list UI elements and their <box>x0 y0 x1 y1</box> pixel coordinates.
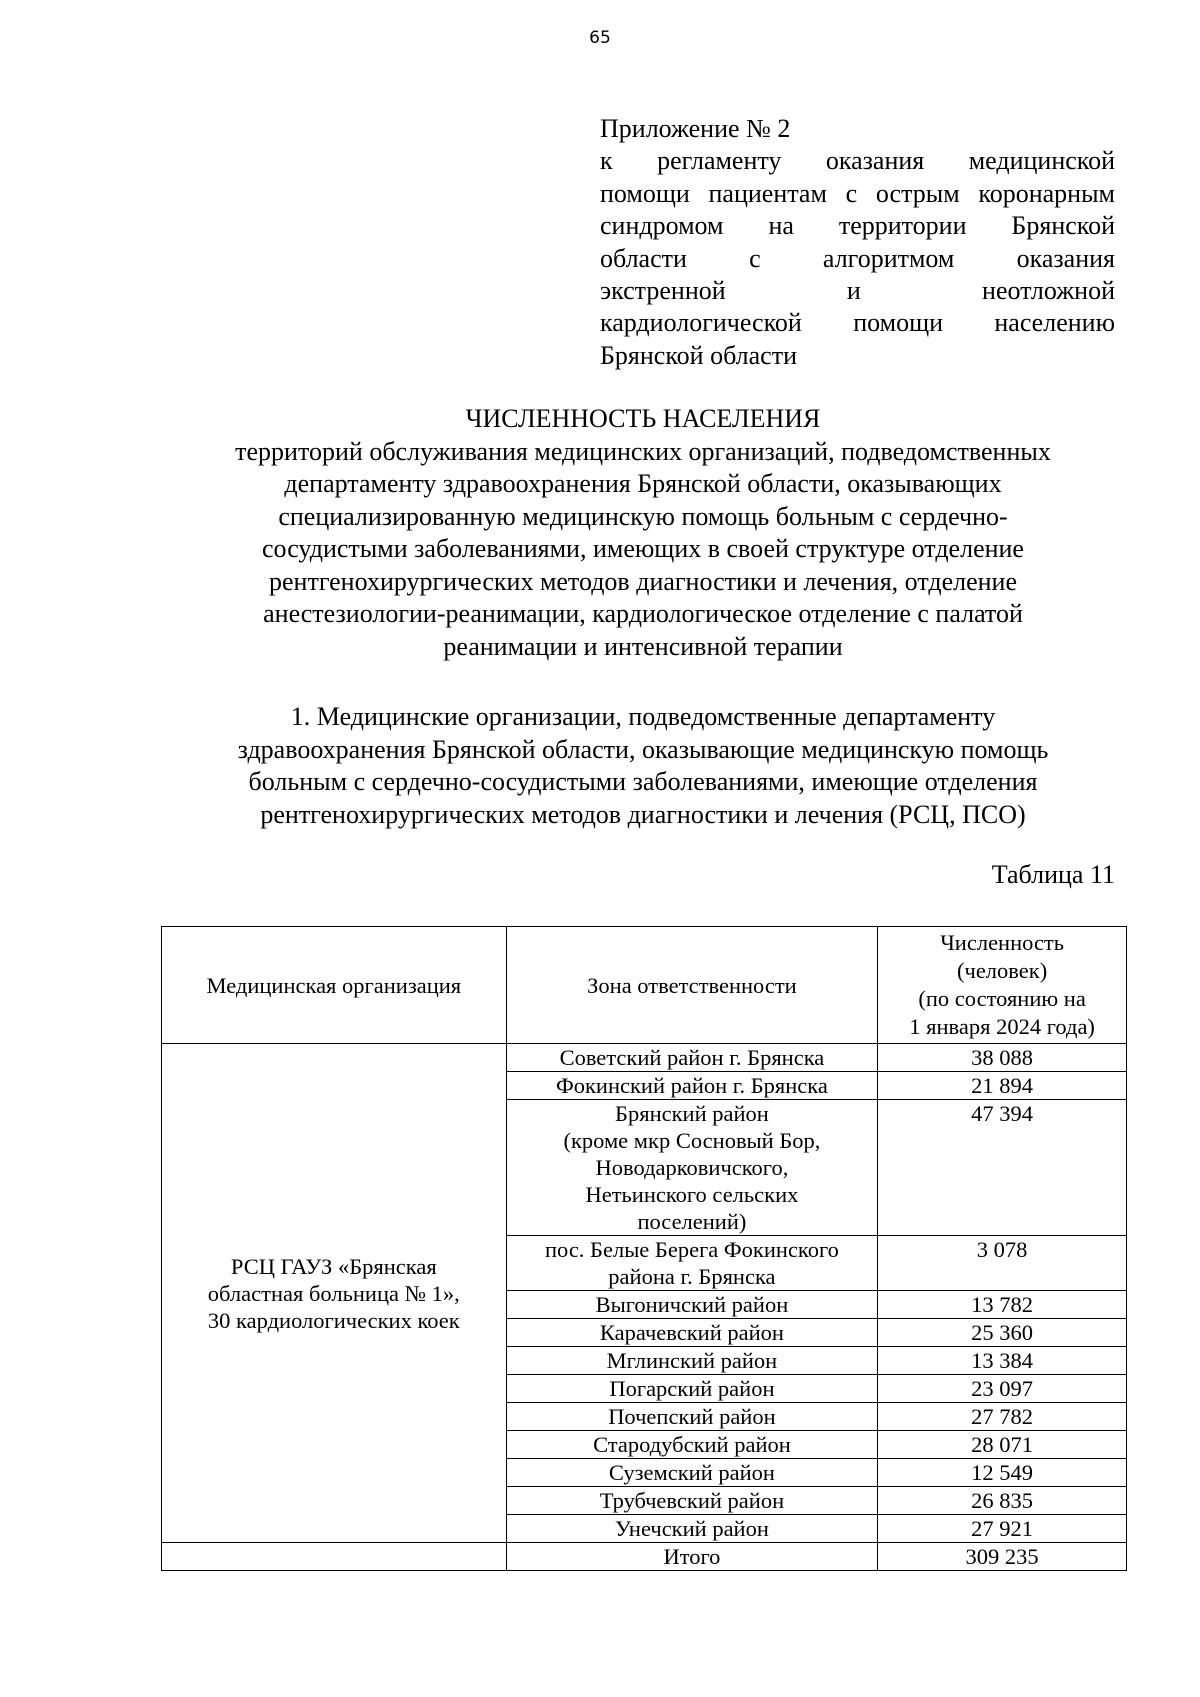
count-cell: 28 071 <box>878 1431 1127 1459</box>
zone-line: (кроме мкр Сосновый Бор, <box>563 1128 821 1153</box>
appendix-line: экстренной и неотложной <box>600 276 1115 306</box>
zone-cell: Трубчевский район <box>506 1487 878 1515</box>
organization-line: областная больница № 1», <box>207 1280 460 1306</box>
header-zone: Зона ответственности <box>506 927 878 1044</box>
count-cell: 38 088 <box>878 1044 1127 1072</box>
zone-cell: Почепский район <box>506 1403 878 1431</box>
count-cell: 13 782 <box>878 1291 1127 1319</box>
zone-cell: Выгоничский район <box>506 1291 878 1319</box>
zone-cell <box>506 1100 878 1236</box>
count-cell: 26 835 <box>878 1487 1127 1515</box>
appendix-line: кардиологической помощи населению <box>600 308 1115 338</box>
organization-cell <box>162 1044 507 1543</box>
zone-line: района г. Брянска <box>608 1264 776 1289</box>
table-caption: Таблица 11 <box>991 860 1115 889</box>
count-cell: 3 078 <box>878 1236 1127 1291</box>
title-line: рентгенохирургических методов диагностики и лечения, отделение <box>269 566 1017 596</box>
organization-line: 30 кардиологических коек <box>207 1307 460 1333</box>
zone-cell: Советский район г. Брянска <box>506 1044 878 1072</box>
appendix-line: помощи пациентам с острым коронарным <box>600 178 1115 208</box>
count-cell: 23 097 <box>878 1375 1127 1403</box>
count-cell: 27 921 <box>878 1515 1127 1543</box>
zone-line: Новодарковичского, <box>595 1155 789 1180</box>
section-line: рентгенохирургических методов диагностики и лечения (РСЦ, ПСО) <box>260 799 1026 829</box>
title-main: ЧИСЛЕННОСТЬ НАСЕЛЕНИЯ <box>465 404 821 433</box>
appendix-line: к регламенту оказания медицинской <box>600 146 1115 176</box>
appendix-line: Брянской области <box>600 340 797 370</box>
zone-line: Брянский район <box>615 1101 769 1126</box>
appendix-line: синдромом на территории Брянской <box>600 211 1115 241</box>
table-total-row <box>162 1543 1127 1571</box>
zone-cell: Погарский район <box>506 1375 878 1403</box>
population-table <box>161 926 1127 1571</box>
header-organization: Медицинская организация <box>162 927 507 1044</box>
table-row <box>162 1044 1127 1072</box>
zone-line: поселений) <box>637 1209 747 1234</box>
title-line: анестезиологии-реанимации, кардиологическое отделение с палатой <box>263 599 1023 628</box>
total-label: Итого <box>506 1543 878 1571</box>
page-number: 65 <box>589 28 611 48</box>
header-count-line: (по состоянию на <box>918 986 1086 1011</box>
table-header-row <box>162 927 1127 1044</box>
appendix-note <box>600 113 1115 372</box>
count-cell: 12 549 <box>878 1459 1127 1487</box>
section-heading <box>0 701 1200 831</box>
title-line: сосудистыми заболеваниями, имеющих в своей структуре отделение <box>262 534 1024 563</box>
appendix-line: области с алгоритмом оказания <box>600 243 1115 273</box>
header-count-line: Численность <box>940 930 1065 955</box>
zone-cell: Суземский район <box>506 1459 878 1487</box>
title-line: специализированную медицинскую помощь больным с сердечно- <box>278 501 1008 531</box>
count-cell: 47 394 <box>878 1100 1127 1236</box>
title-line: реанимации и интенсивной терапии <box>443 631 843 661</box>
total-empty-cell <box>162 1543 507 1571</box>
count-cell: 27 782 <box>878 1403 1127 1431</box>
zone-line: пос. Белые Берега Фокинского <box>544 1237 839 1262</box>
title-line: департаменту здравоохранения Брянской области, оказывающих <box>284 469 1002 498</box>
zone-cell <box>506 1236 878 1291</box>
section-line: здравоохранения Брянской области, оказывающие медицинскую помощь <box>237 734 1049 764</box>
section-line: 1. Медицинские организации, подведомственные департаменту <box>290 702 996 731</box>
header-count-line: 1 января 2024 года) <box>909 1014 1095 1039</box>
organization-line: РСЦ ГАУЗ «Брянская <box>230 1253 437 1279</box>
zone-line: Нетьинского сельских <box>585 1182 799 1207</box>
header-count <box>878 927 1127 1044</box>
zone-cell: Фокинский район г. Брянска <box>506 1072 878 1100</box>
zone-cell: Карачевский район <box>506 1319 878 1347</box>
title-line: территорий обслуживания медицинских организаций, подведомственных <box>235 436 1051 466</box>
zone-cell: Унечский район <box>506 1515 878 1543</box>
header-count-line: (человек) <box>957 958 1048 983</box>
zone-cell: Мглинский район <box>506 1347 878 1375</box>
document-title <box>0 403 1200 663</box>
count-cell: 13 384 <box>878 1347 1127 1375</box>
total-count: 309 235 <box>878 1543 1127 1571</box>
count-cell: 21 894 <box>878 1072 1127 1100</box>
appendix-line: Приложение № 2 <box>600 114 791 143</box>
section-line: больным с сердечно-сосудистыми заболеваниями, имеющие отделения <box>248 767 1038 796</box>
count-cell: 25 360 <box>878 1319 1127 1347</box>
zone-cell: Стародубский район <box>506 1431 878 1459</box>
